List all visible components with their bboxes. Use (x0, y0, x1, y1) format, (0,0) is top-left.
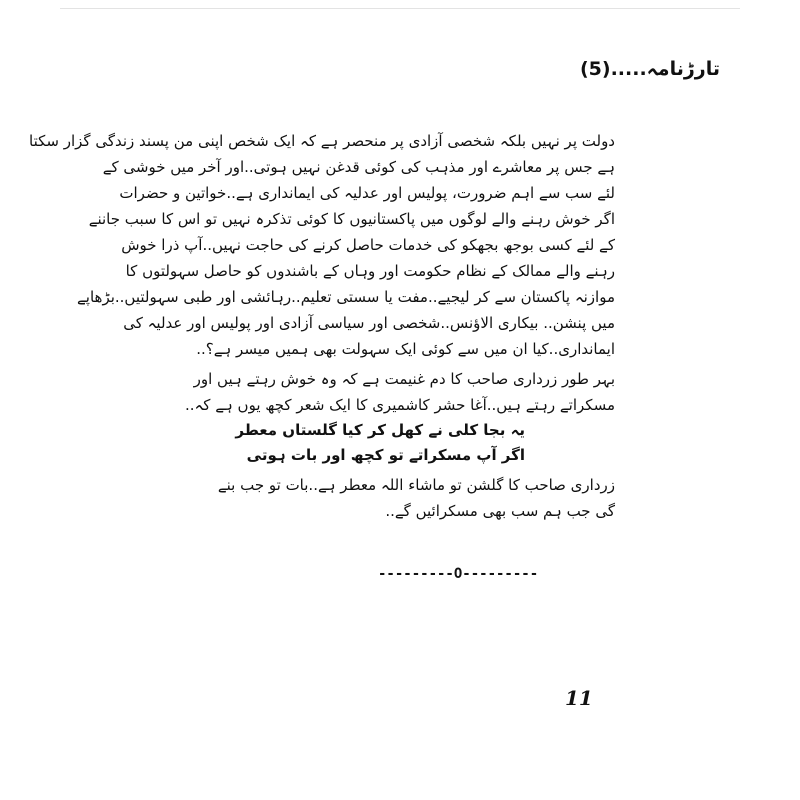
text-line: کے لئے کسی بوجھ بجھکو کی خدمات حاصل کرنے کی حاجت نہیں..آپ ذرا خوش (121, 236, 615, 254)
running-header: تارڑنامہ.....(5) (579, 58, 720, 80)
text-line: زرداری صاحب کا گلشن تو ماشاء اللہ معطر ہے..بات تو جب بنے (217, 476, 615, 494)
text-line: ہے جس پر معاشرے اور مذہب کی کوئی قدغن نہیں ہوتی..اور آخر میں خوشی کے (102, 158, 615, 176)
text-line: رہنے والے ممالک کے نظام حکومت اور وہاں کے باشندوں کو حاصل سہولتوں کا (125, 262, 615, 280)
verse-line: یہ بجا کلی نے کھل کر کیا گلستاں معطر (235, 421, 525, 439)
text-line: میں پنشن.. بیکاری الاؤنس..شخصی اور سیاسی آزادی اور پولیس اور عدلیہ کی (123, 314, 615, 332)
section-divider: ---------O--------- (378, 566, 539, 582)
text-line: اگر خوش رہنے والے لوگوں میں پاکستانیوں کا کوئی تذکرہ نہیں تو اس کا سبب جاننے (88, 210, 615, 228)
text-line: موازنہ پاکستان سے کر لیجیے..مفت یا سستی تعلیم..رہائشی اور طبی سہولتیں..بڑھاپے (77, 288, 615, 306)
text-line: دولت پر نہیں بلکہ شخصی آزادی پر منحصر ہے کہ ایک شخص اپنی من پسند زندگی گزار سکتا (29, 132, 615, 150)
top-edge-rule (60, 8, 740, 9)
text-line: ایمانداری..کیا ان میں سے کوئی ایک سہولت بھی ہمیں میسر ہے؟.. (196, 340, 615, 358)
body-text (29, 128, 615, 524)
text-line: لئے سب سے اہم ضرورت، پولیس اور عدلیہ کی ایمانداری ہے..خواتین و حضرات (119, 184, 615, 202)
verse-line: اگر آپ مسکراتے تو کچھ اور بات ہوتی (246, 446, 525, 464)
page-number: 11 (565, 686, 593, 710)
text-line: بہر طور زرداری صاحب کا دم غنیمت ہے کہ وہ خوش رہتے ہیں اور (193, 370, 615, 388)
text-line: گی جب ہم سب بھی مسکرائیں گے.. (385, 502, 615, 520)
text-line: مسکراتے رہتے ہیں..آغا حشر کاشمیری کا ایک شعر کچھ یوں ہے کہ.. (184, 396, 615, 414)
